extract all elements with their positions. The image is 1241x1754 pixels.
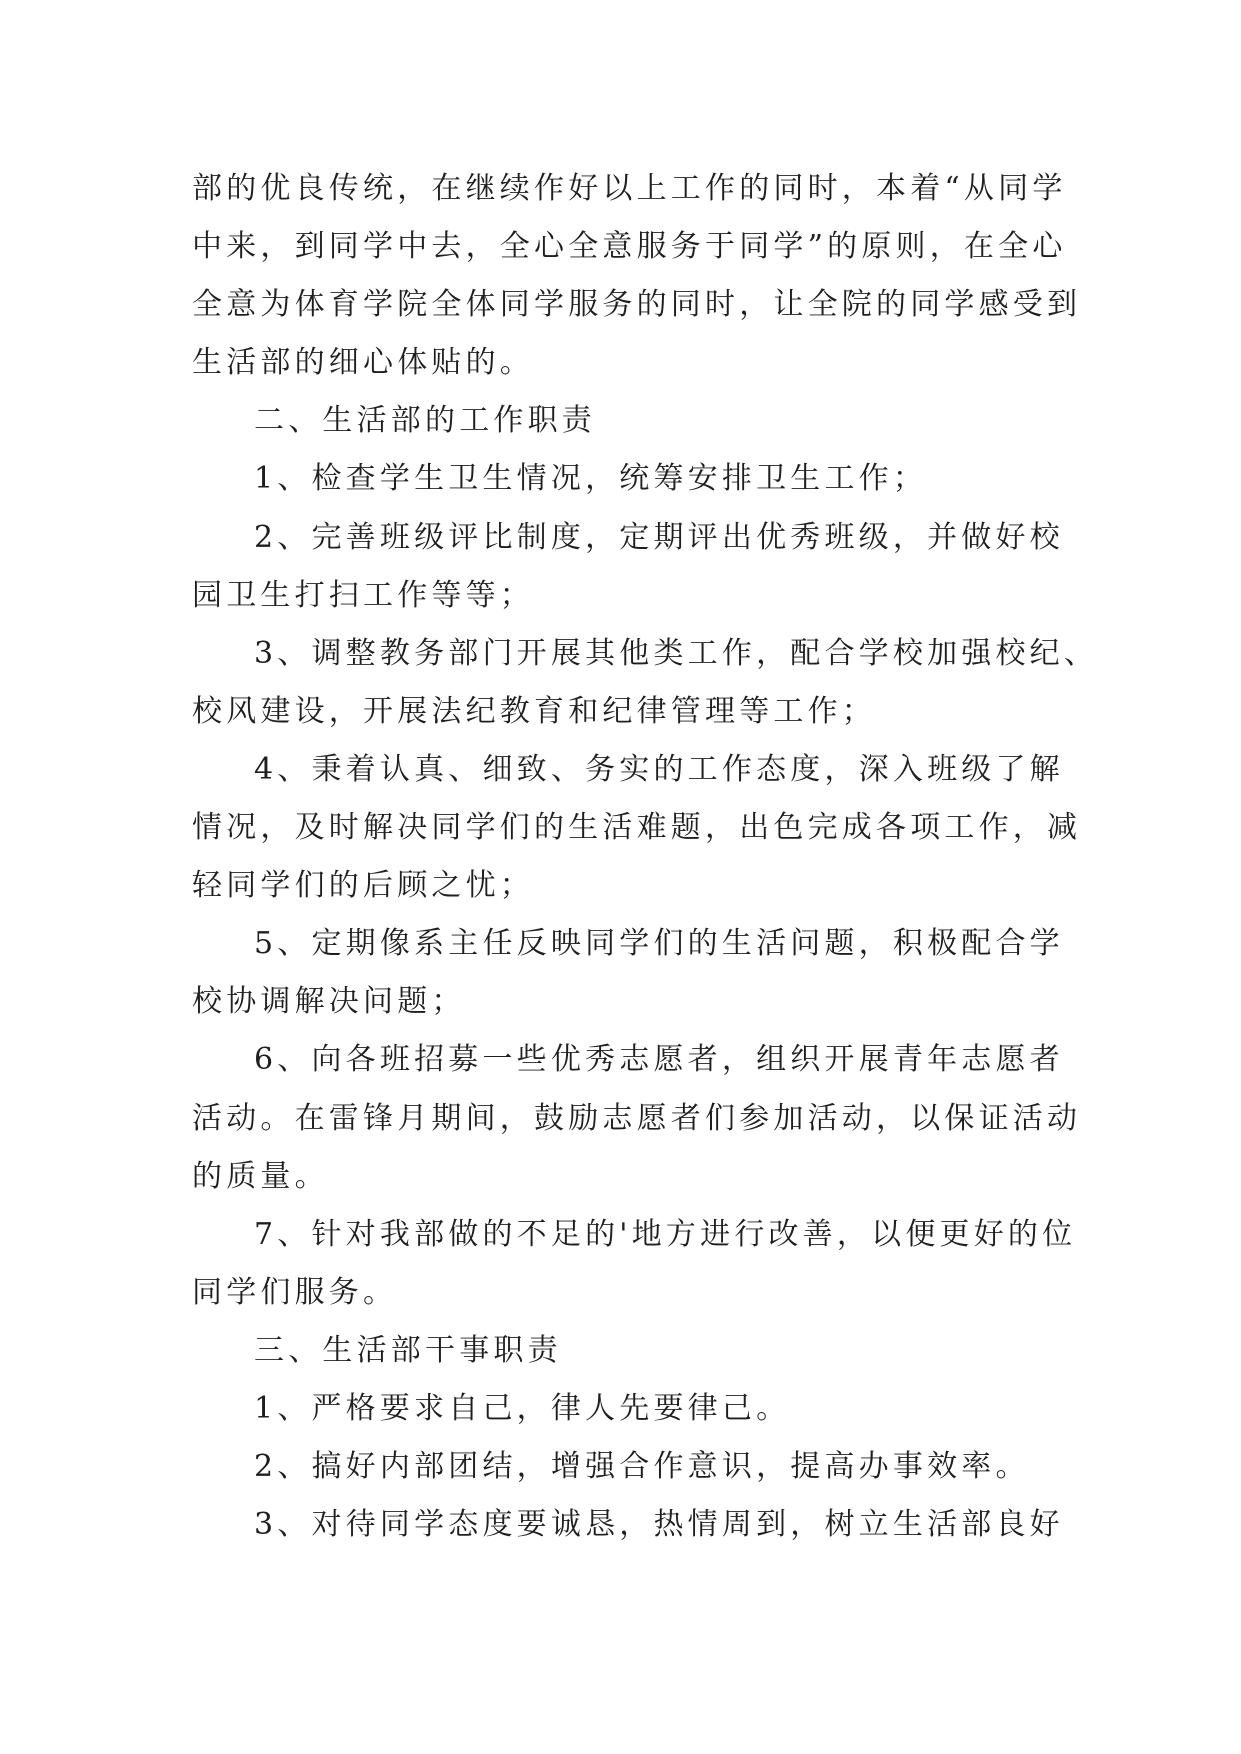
text-line: 1、检查学生卫生情况，统筹安排卫生工作； (254, 461, 928, 497)
paragraph-continuation-intro (192, 160, 1082, 392)
text-line: 活动。在雷锋月期间，鼓励志愿者们参加活动，以保证活动 (192, 1100, 1082, 1136)
section-heading: 二、生活部的工作职责 (254, 403, 596, 439)
list-item-duty-1 (192, 450, 1072, 508)
text-line: 3、调整教务部门开展其他类工作，配合学校加强校纪、 (254, 635, 1099, 671)
text-line: 部的优良传统，在继续作好以上工作的同时，本着“从同学 (192, 171, 1067, 206)
text-line: 6、向各班招募一些优秀志愿者，组织开展青年志愿者 (254, 1042, 1064, 1078)
list-item-duty-7 (192, 1206, 1077, 1322)
text-line: 全意为体育学院全体同学服务的同时，让全院的同学感受到 (192, 287, 1082, 323)
text-line: 情况，及时解决同学们的生活难题，出色完成各项工作，减 (192, 810, 1082, 846)
text-line: 2、搞好内部团结，增强合作意识，提高办事效率。 (254, 1449, 1030, 1485)
list-item-officer-duty-1 (192, 1380, 1072, 1438)
list-item-duty-4 (192, 741, 1082, 915)
text-line: 校风建设，开展法纪教育和纪律管理等工作； (192, 693, 876, 729)
text-line: 5、定期像系主任反映同学们的生活问题，积极配合学 (254, 926, 1064, 962)
list-item-officer-duty-2 (192, 1438, 1072, 1496)
list-item-duty-5 (192, 915, 1072, 1031)
list-item-officer-duty-3 (192, 1496, 1072, 1554)
text-line: 校协调解决问题； (192, 984, 466, 1020)
text-line: 的质量。 (192, 1158, 329, 1194)
text-line: 园卫生打扫工作等等； (192, 577, 534, 613)
text-line: 1、严格要求自己，律人先要律己。 (254, 1390, 791, 1426)
list-item-duty-2 (192, 509, 1072, 625)
text-line: 同学们服务。 (192, 1274, 398, 1310)
list-item-duty-6 (192, 1031, 1082, 1205)
text-line: 4、秉着认真、细致、务实的工作态度，深入班级了解 (254, 751, 1064, 787)
document-body (192, 160, 1099, 1554)
section-heading-officer-duties (192, 1322, 1072, 1380)
section-heading-work-duties (192, 392, 1072, 450)
text-line: 中来，到同学中去，全心全意服务于同学”的原则，在全心 (192, 229, 1067, 265)
section-heading: 三、生活部干事职责 (254, 1332, 562, 1368)
text-line: 7、针对我部做的不足的'地方进行改善，以便更好的位 (254, 1216, 1077, 1252)
list-item-duty-3 (192, 625, 1099, 741)
text-line: 3、对待同学态度要诚恳，热情周到，树立生活部良好 (254, 1507, 1064, 1543)
text-line: 2、完善班级评比制度，定期评出优秀班级，并做好校 (254, 519, 1064, 555)
text-line: 生活部的细心体贴的。 (192, 345, 534, 381)
text-line: 轻同学们的后顾之忧； (192, 868, 534, 904)
